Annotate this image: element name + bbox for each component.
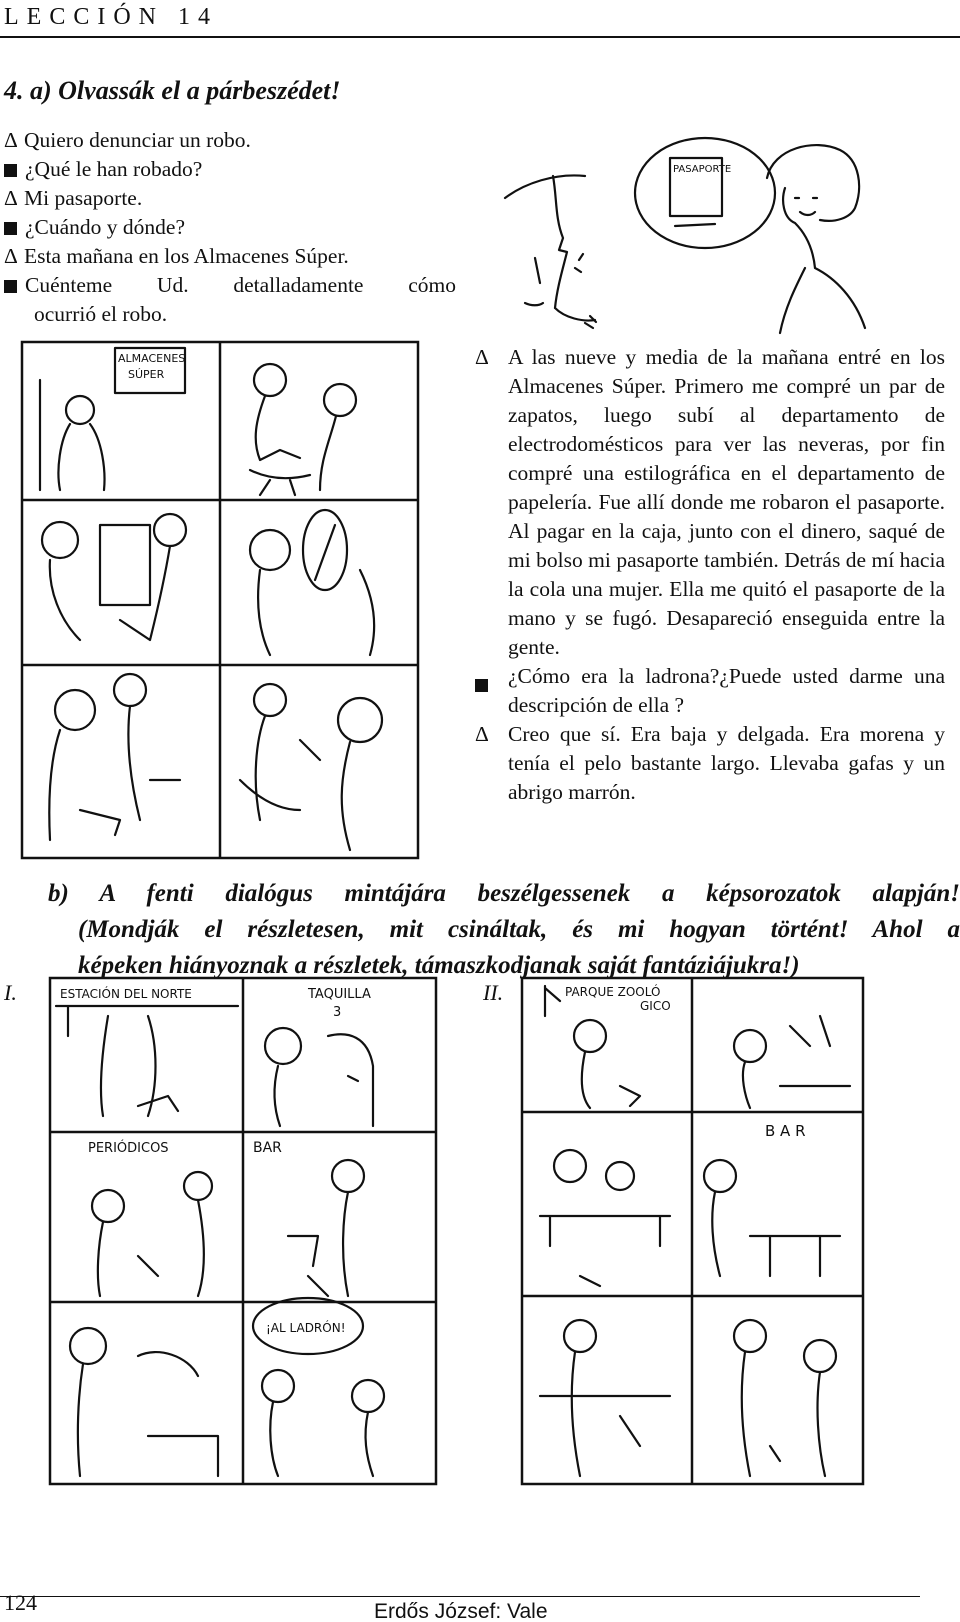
series-label: I. [4,980,17,1005]
dialog-left [4,126,456,329]
dialog-text: ¿Qué le han robado? [25,157,203,181]
thief-shout-label: ¡AL LADRÓN! [266,1321,346,1335]
dialog-text: ¿Cómo era la ladrona?¿Puede usted darme una descripción de ella ? [508,664,945,717]
series-label: II. [483,980,504,1005]
zoo-sign-label: PARQUE ZOOLÓ [565,985,661,999]
delta-marker: Δ [4,128,18,152]
comic-series-1 [48,976,438,1486]
exercise-b-line: b) A fenti dialógus mintájára beszélgessenek a képsorozatok alapján! [48,880,960,907]
comic-store-robbery [20,340,420,860]
delta-marker: Δ [4,244,18,268]
page-header [0,0,960,38]
delta-marker: Δ [4,186,18,210]
delta-marker: Δ [475,722,489,746]
dialog-text: Mi pasaporte. [24,186,143,210]
dialog-text: Esta mañana en los Almacenes Súper. [24,244,349,268]
dialog-right [475,343,945,807]
bar-sign-label: BAR [253,1140,282,1156]
dialog-paragraph [475,662,945,720]
lesson-title: LECCIÓN 14 [4,4,218,30]
square-marker-icon [4,280,17,293]
dialog-text: Creo que sí. Era baja y delgada. Era morena y tenía el pelo bastante largo. Llevaba gafas y un abrigo marrón. [508,722,945,804]
dialog-text: ¿Cuándo y dónde? [25,215,186,239]
dialog-line [4,155,456,184]
dialog-text: Cuénteme Ud. detalladamente cómo [25,273,456,297]
dialog-text: ocurrió el robo. [34,302,168,326]
zoo-sign-label: GICO [640,999,671,1013]
delta-marker: Δ [475,345,489,369]
dialog-text: Quiero denunciar un robo. [24,128,251,152]
store-sign-label: SÚPER [128,368,165,381]
newsstand-label: PERIÓDICOS [88,1141,169,1156]
footer-rule [0,1596,920,1597]
store-sign-label: ALMACENES [118,352,186,365]
book-author: Erdős József: Vale [374,1600,548,1622]
dialog-paragraph [475,720,945,807]
bar-sign-label: B A R [765,1122,806,1140]
exercise-b-line: (Mondják el részletesen, mit csináltak, és mi hogyan történt! Ahol a [78,916,960,943]
ticket-office-label: TAQUILLA [308,987,371,1002]
dialog-line [4,184,456,213]
page-number: 124 [4,1590,37,1615]
dialog-line [4,126,456,155]
dialog-line [4,300,456,329]
comic-series-2 [520,976,865,1486]
square-marker-icon [4,164,17,177]
square-marker-icon [475,670,496,699]
dialog-line [4,242,456,271]
exercise-a-title: 4. a) Olvassák el a párbeszédet! [4,76,341,105]
exercise-b-line: képeken hiányoznak a részletek, támaszkodjanak saját fantáziájukra!) [78,952,800,979]
ticket-office-number: 3 [333,1005,342,1020]
dialog-text: A las nueve y media de la mañana entré en los Almacenes Súper. Primero me compré un par de zapatos, luego subí al departamento de electrodomésticos para ver las neveras, por fin compré una estilográfica en el departamento de papelería. Fue allí donde me robaron el pasaporte. Al pagar en la caja, junto con el dinero, saqué de mi bolso mi pasaporte también. Detrás de mí hacia la cola una mujer. Ella me quitó el pasaporte de la mano y se fugó. Desapareció enseguida entre la gente. [508,345,945,659]
station-sign-label: ESTACIÓN DEL NORTE [60,987,192,1001]
illustration-conversation [495,128,895,338]
dialog-line [4,271,456,300]
passport-bubble-label: PASAPORTE [673,164,732,175]
exercise-b-instructions [48,876,960,984]
dialog-paragraph [475,343,945,662]
dialog-line [4,213,456,242]
square-marker-icon [4,222,17,235]
